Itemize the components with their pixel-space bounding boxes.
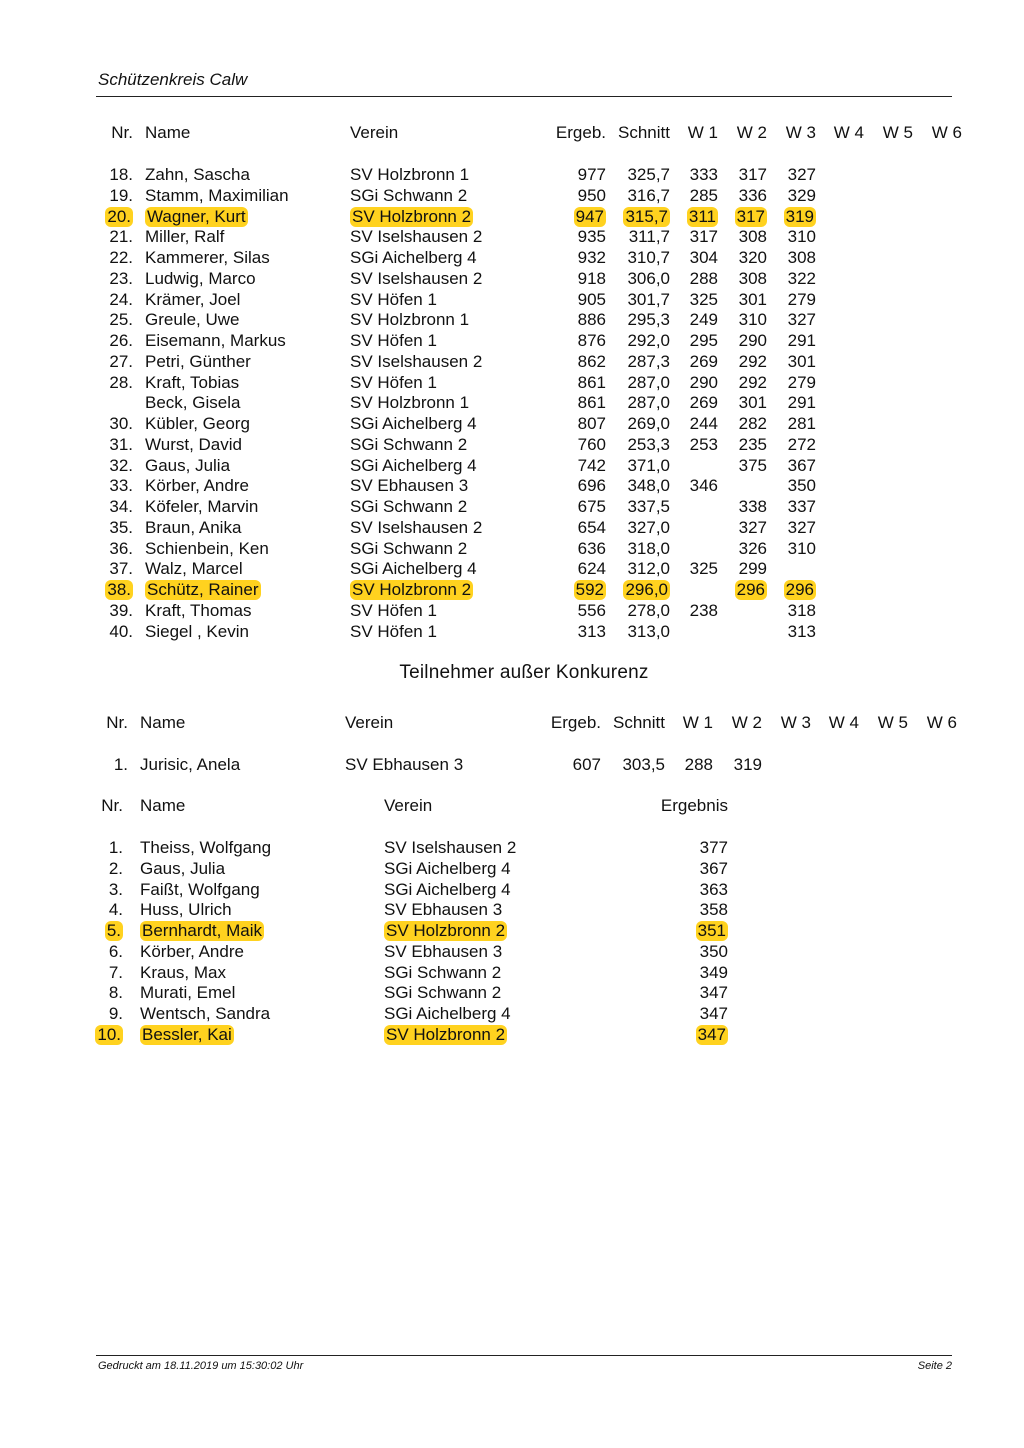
table-cell-verein: SV Holzbronn 2: [386, 921, 506, 940]
table-cell-name: Walz, Marcel: [145, 559, 243, 579]
table-cell-schnitt: 315,7: [625, 206, 668, 226]
table-cell-nr: 23.: [109, 268, 133, 288]
table-cell-nr: 36.: [109, 538, 133, 558]
table-cell-w1: 325: [689, 289, 718, 309]
table-cell-schnitt: 295,3: [627, 310, 670, 330]
column-header-w5: W 5: [882, 123, 913, 142]
table-cell-schnitt: 310,7: [627, 248, 670, 267]
table-cell-schnitt: 287,0: [627, 393, 670, 413]
table-cell-verein: SGi Schwann 2: [350, 538, 468, 558]
table-cell-ergeb: 862: [577, 351, 606, 371]
table-cell-w3: 308: [787, 248, 816, 267]
table-cell-nr: 33.: [109, 476, 133, 496]
column-header-w5: W 5: [877, 713, 908, 732]
table-cell-schnitt: 292,0: [627, 331, 670, 350]
table-cell-name: Greule, Uwe: [145, 310, 240, 330]
table-cell-verein: SGi Schwann 2: [384, 962, 502, 982]
table-cell-schnitt: 296,0: [625, 580, 668, 599]
table-cell-w2: 282: [738, 414, 767, 433]
table-cell-nr: 24.: [109, 289, 133, 309]
table-cell-ergeb: 654: [577, 517, 606, 537]
column-header-w1: W 1: [682, 713, 713, 732]
table-cell-name: Wentsch, Sandra: [140, 1004, 271, 1023]
table-cell-schnitt: 316,7: [627, 185, 670, 205]
table-cell-nr: 7.: [108, 962, 123, 982]
table-cell-verein: SV Holzbronn 2: [352, 206, 472, 226]
table-cell-name: Siegel , Kevin: [145, 621, 249, 641]
table-cell-nr: 4.: [108, 900, 123, 920]
table-cell-schnitt: 301,7: [627, 289, 670, 309]
table-cell-verein: SGi Aichelberg 4: [384, 858, 511, 878]
table-cell-nr: 37.: [109, 559, 133, 579]
column-header-verein: Verein: [384, 796, 433, 815]
table-cell-name: Krämer, Joel: [145, 289, 241, 309]
table-cell-ergebnis: 350: [699, 941, 728, 961]
table-cell-schnitt: 337,5: [627, 497, 670, 516]
table-cell-nr: 1.: [113, 755, 128, 774]
table-cell-name: Petri, Günther: [145, 351, 251, 371]
table-cell-w2: 326: [738, 538, 767, 558]
table-cell-verein: SV Höfen 1: [350, 331, 437, 350]
column-header-w2: W 2: [736, 123, 767, 142]
table-cell-name: Schütz, Rainer: [147, 580, 259, 599]
column-header-name: Name: [140, 713, 186, 732]
column-header-w3: W 3: [780, 713, 811, 732]
table-cell-schnitt: 348,0: [627, 476, 670, 496]
column-header-ergeb: Ergeb.: [555, 123, 606, 142]
column-header-nr: Nr.: [106, 713, 128, 732]
table-cell-verein: SV Iselshausen 2: [350, 351, 483, 371]
table-cell-w2: 317: [738, 165, 767, 184]
table-cell-w2: 310: [738, 310, 767, 330]
table-cell-verein: SV Holzbronn 1: [350, 165, 470, 184]
table-cell-w3: 319: [785, 206, 814, 226]
column-header-schnitt: Schnitt: [613, 713, 665, 732]
table-cell-w1: 238: [689, 600, 718, 620]
table-cell-verein: SV Holzbronn 1: [350, 393, 470, 413]
table-cell-name: Beck, Gisela: [145, 393, 241, 413]
table-cell-w3: 350: [787, 476, 816, 496]
table-cell-w2: 299: [738, 559, 767, 579]
table-cell-verein: SV Höfen 1: [350, 621, 437, 641]
table-cell-name: Gaus, Julia: [140, 858, 226, 878]
table-cell-schnitt: 311,7: [628, 227, 670, 247]
table-cell-name: Kraft, Thomas: [145, 600, 252, 620]
table-cell-verein: SV Höfen 1: [350, 600, 437, 620]
table-cell-verein: SV Ebhausen 3: [345, 755, 464, 774]
table-cell-nr: 31.: [109, 434, 133, 454]
table-cell-w1: 304: [689, 248, 718, 267]
table-cell-ergeb: 592: [575, 580, 604, 599]
table-cell-w3: 272: [787, 434, 816, 454]
table-cell-nr: 1.: [108, 838, 123, 857]
table-cell-ergeb: 760: [577, 434, 606, 454]
table-cell-w2: 308: [738, 227, 767, 247]
table-cell-verein: SGi Schwann 2: [384, 983, 502, 1003]
table-cell-w2: 336: [738, 185, 767, 205]
table-cell-nr: 39.: [109, 600, 133, 620]
table-cell-verein: SV Höfen 1: [350, 289, 437, 309]
table-cell-nr: 26.: [109, 331, 133, 350]
table-cell-w3: 291: [787, 393, 816, 413]
table-cell-ergeb: 696: [577, 476, 606, 496]
table-cell-name: Körber, Andre: [145, 476, 249, 496]
table-cell-w1: 288: [689, 268, 718, 288]
table-cell-nr: 32.: [109, 455, 133, 475]
table-cell-name: Zahn, Sascha: [145, 165, 250, 184]
table-cell-ergeb: 950: [577, 185, 606, 205]
table-cell-verein: SGi Schwann 2: [350, 185, 468, 205]
table-cell-nr: 27.: [109, 351, 133, 371]
table-cell-ergebnis: 347: [699, 983, 728, 1003]
column-header-nr: Nr.: [111, 123, 133, 142]
table-cell-ergeb: 636: [577, 538, 606, 558]
table-cell-verein: SGi Schwann 2: [350, 434, 468, 454]
table-cell-verein: SV Iselshausen 2: [350, 227, 483, 247]
table-cell-ergeb: 861: [577, 372, 606, 392]
table-cell-name: Huss, Ulrich: [140, 900, 232, 920]
table-cell-w3: 327: [787, 517, 816, 537]
table-cell-nr: 28.: [109, 372, 133, 392]
print-timestamp: Gedruckt am 18.11.2019 um 15:30:02 Uhr: [98, 1360, 304, 1372]
table-cell-nr: 10.: [97, 1024, 121, 1044]
table-cell-verein: SGi Aichelberg 4: [384, 879, 511, 899]
column-header-ergebnis: Ergebnis: [660, 796, 728, 815]
table-cell-schnitt: 313,0: [627, 621, 670, 641]
table-cell-schnitt: 325,7: [627, 165, 670, 184]
table-cell-ergebnis: 347: [699, 1004, 728, 1023]
table-cell-w2: 301: [738, 393, 767, 413]
table-cell-ergebnis: 351: [697, 921, 726, 940]
column-header-w6: W 6: [931, 123, 962, 142]
table-cell-verein: SGi Aichelberg 4: [350, 455, 477, 475]
table-cell-nr: 30.: [109, 414, 133, 433]
column-header-w3: W 3: [785, 123, 816, 142]
section-title: Teilnehmer außer Konkurenz: [399, 662, 649, 683]
table-cell-ergeb: 977: [577, 165, 606, 184]
table-cell-ergeb: 742: [577, 455, 606, 475]
column-header-verein: Verein: [345, 713, 394, 732]
table-cell-name: Bessler, Kai: [142, 1024, 232, 1044]
table-cell-verein: SV Holzbronn 1: [350, 310, 470, 330]
table-cell-verein: SV Holzbronn 2: [352, 580, 472, 599]
table-cell-name: Braun, Anika: [145, 517, 242, 537]
table-cell-w3: 291: [787, 331, 816, 350]
table-cell-ergeb: 807: [577, 414, 606, 433]
table-cell-w1: 253: [689, 434, 718, 454]
table-cell-w1: 285: [689, 185, 718, 205]
table-cell-ergebnis: 363: [699, 879, 728, 899]
table-cell-schnitt: 287,3: [627, 351, 670, 371]
table-cell-w3: 281: [787, 414, 816, 433]
table-cell-ergeb: 607: [572, 755, 601, 774]
table-cell-w3: 296: [785, 580, 814, 599]
column-header-ergeb: Ergeb.: [550, 713, 601, 732]
column-header-w1: W 1: [687, 123, 718, 142]
table-cell-schnitt: 253,3: [627, 434, 670, 454]
table-cell-nr: 2.: [108, 858, 123, 878]
column-header-name: Name: [140, 796, 186, 815]
table-cell-schnitt: 312,0: [627, 559, 670, 579]
table-cell-w2: 375: [738, 455, 767, 475]
table-cell-verein: SV Iselshausen 2: [350, 517, 483, 537]
table-cell-nr: 18.: [109, 165, 133, 184]
table-cell-w3: 318: [787, 600, 816, 620]
table-cell-ergeb: 935: [577, 227, 606, 247]
table-cell-name: Kraus, Max: [140, 962, 226, 982]
table-cell-w1: 269: [689, 393, 718, 413]
table-cell-w3: 310: [787, 538, 816, 558]
table-cell-nr: 8.: [108, 983, 123, 1003]
table-cell-ergeb: 947: [575, 206, 604, 226]
table-cell-w3: 279: [787, 372, 816, 392]
column-header-w4: W 4: [828, 713, 859, 732]
table-cell-verein: SV Iselshausen 2: [350, 268, 483, 288]
table-cell-w2: 338: [738, 497, 767, 516]
table-cell-name: Faißt, Wolfgang: [140, 879, 260, 899]
column-header-w2: W 2: [731, 713, 762, 732]
table-cell-w1: 249: [689, 310, 718, 330]
table-cell-ergeb: 556: [577, 600, 606, 620]
table-cell-name: Wurst, David: [145, 434, 242, 454]
table-cell-name: Miller, Ralf: [145, 227, 225, 247]
table-cell-ergeb: 918: [577, 268, 606, 288]
table-cell-nr: 6.: [108, 941, 123, 961]
table-cell-nr: 22.: [109, 248, 133, 267]
table-cell-ergeb: 313: [577, 621, 606, 641]
table-cell-name: Eisemann, Markus: [145, 331, 286, 350]
table-cell-name: Jurisic, Anela: [140, 755, 241, 774]
table-cell-ergeb: 905: [577, 289, 606, 309]
table-cell-schnitt: 269,0: [627, 414, 670, 433]
column-header-schnitt: Schnitt: [618, 123, 670, 142]
table-cell-w2: 327: [738, 517, 767, 537]
table-cell-schnitt: 278,0: [627, 600, 670, 620]
table-cell-w2: 317: [736, 206, 765, 226]
table-cell-w1: 288: [684, 755, 713, 774]
table-cell-name: Gaus, Julia: [145, 455, 231, 475]
table-cell-nr: 21.: [109, 227, 133, 247]
document-header-title: Schützenkreis Calw: [98, 70, 248, 89]
table-cell-nr: 3.: [108, 879, 123, 899]
table-cell-verein: SGi Aichelberg 4: [384, 1004, 511, 1023]
table-cell-w1: 346: [689, 476, 718, 496]
table-cell-w1: 311: [688, 206, 716, 226]
table-cell-nr: 9.: [108, 1004, 123, 1023]
table-cell-ergebnis: 347: [697, 1024, 726, 1044]
column-header-nr: Nr.: [101, 796, 123, 815]
table-cell-w2: 290: [738, 331, 767, 350]
table-cell-name: Köfeler, Marvin: [145, 497, 259, 516]
table-cell-w2: 308: [738, 268, 767, 288]
table-cell-name: Kammerer, Silas: [145, 248, 270, 267]
column-header-w6: W 6: [926, 713, 957, 732]
table-cell-verein: SV Höfen 1: [350, 372, 437, 392]
table-cell-ergeb: 876: [577, 331, 606, 350]
table-cell-schnitt: 318,0: [627, 538, 670, 558]
column-header-w4: W 4: [833, 123, 864, 142]
table-cell-nr: 40.: [109, 621, 133, 641]
table-cell-schnitt: 306,0: [627, 268, 670, 288]
table-cell-schnitt: 287,0: [627, 372, 670, 392]
page-number: Seite 2: [917, 1360, 952, 1372]
table-cell-nr: 34.: [109, 497, 133, 516]
table-cell-w2: 292: [738, 372, 767, 392]
table-cell-w3: 337: [787, 497, 816, 516]
table-cell-w3: 327: [787, 310, 816, 330]
table-cell-verein: SV Holzbronn 2: [386, 1024, 506, 1044]
table-cell-w1: 244: [689, 414, 718, 433]
table-cell-w3: 310: [787, 227, 816, 247]
column-header-name: Name: [145, 123, 191, 142]
table-cell-ergeb: 886: [577, 310, 606, 330]
table-cell-verein: SV Ebhausen 3: [384, 941, 503, 961]
column-header-verein: Verein: [350, 123, 399, 142]
table-cell-w3: 367: [787, 455, 816, 475]
table-cell-ergeb: 932: [577, 248, 606, 267]
table-cell-nr: 35.: [109, 517, 133, 537]
footer-rule: [96, 1355, 952, 1356]
table-cell-w2: 235: [738, 434, 767, 454]
table-cell-name: Ludwig, Marco: [145, 268, 256, 288]
table-cell-w2: 320: [738, 248, 767, 267]
table-cell-ergebnis: 377: [699, 838, 728, 857]
table-cell-verein: SGi Aichelberg 4: [350, 559, 477, 579]
table-cell-w3: 329: [787, 185, 816, 205]
table-cell-name: Schienbein, Ken: [145, 538, 269, 558]
table-cell-nr: 19.: [109, 185, 133, 205]
table-cell-nr: 20.: [107, 206, 131, 226]
table-cell-nr: 25.: [109, 310, 133, 330]
table-cell-w1: 290: [689, 372, 718, 392]
table-cell-w2: 292: [738, 351, 767, 371]
table-cell-w3: 279: [787, 289, 816, 309]
table-cell-ergeb: 624: [577, 559, 606, 579]
table-cell-nr: 38.: [107, 580, 131, 599]
table-cell-w1: 269: [689, 351, 718, 371]
table-cell-w1: 333: [689, 165, 718, 184]
table-cell-verein: SV Ebhausen 3: [350, 476, 469, 496]
table-cell-w2: 319: [733, 755, 762, 774]
table-cell-verein: SGi Aichelberg 4: [350, 248, 477, 267]
table-cell-ergebnis: 358: [699, 900, 728, 920]
table-cell-w1: 295: [689, 331, 718, 350]
table-cell-name: Bernhardt, Maik: [142, 921, 262, 940]
table-cell-name: Wagner, Kurt: [147, 206, 246, 226]
header-rule: [96, 96, 952, 97]
table-cell-name: Kübler, Georg: [145, 414, 250, 433]
table-cell-verein: SGi Schwann 2: [350, 497, 468, 516]
table-cell-verein: SGi Aichelberg 4: [350, 414, 477, 433]
table-cell-ergebnis: 349: [699, 962, 728, 982]
table-cell-w2: 301: [738, 289, 767, 309]
table-cell-ergeb: 861: [577, 393, 606, 413]
table-cell-name: Körber, Andre: [140, 941, 244, 961]
table-cell-w1: 325: [689, 559, 718, 579]
table-cell-w3: 327: [787, 165, 816, 184]
table-cell-nr: 5.: [106, 921, 121, 940]
table-cell-name: Kraft, Tobias: [145, 372, 240, 392]
table-cell-ergeb: 675: [577, 497, 606, 516]
table-cell-w3: 301: [787, 351, 816, 371]
table-cell-name: Murati, Emel: [140, 983, 236, 1003]
table-cell-verein: SV Ebhausen 3: [384, 900, 503, 920]
table-cell-schnitt: 303,5: [622, 755, 665, 774]
table-cell-w2: 296: [736, 580, 765, 599]
table-cell-name: Theiss, Wolfgang: [140, 838, 272, 857]
table-cell-w1: 317: [689, 227, 718, 247]
table-cell-ergebnis: 367: [699, 858, 728, 878]
table-cell-schnitt: 371,0: [627, 455, 670, 475]
table-cell-schnitt: 327,0: [627, 517, 670, 537]
table-cell-w3: 322: [787, 268, 816, 288]
table-cell-name: Stamm, Maximilian: [145, 185, 289, 205]
table-cell-w3: 313: [787, 621, 816, 641]
table-cell-verein: SV Iselshausen 2: [384, 838, 517, 857]
